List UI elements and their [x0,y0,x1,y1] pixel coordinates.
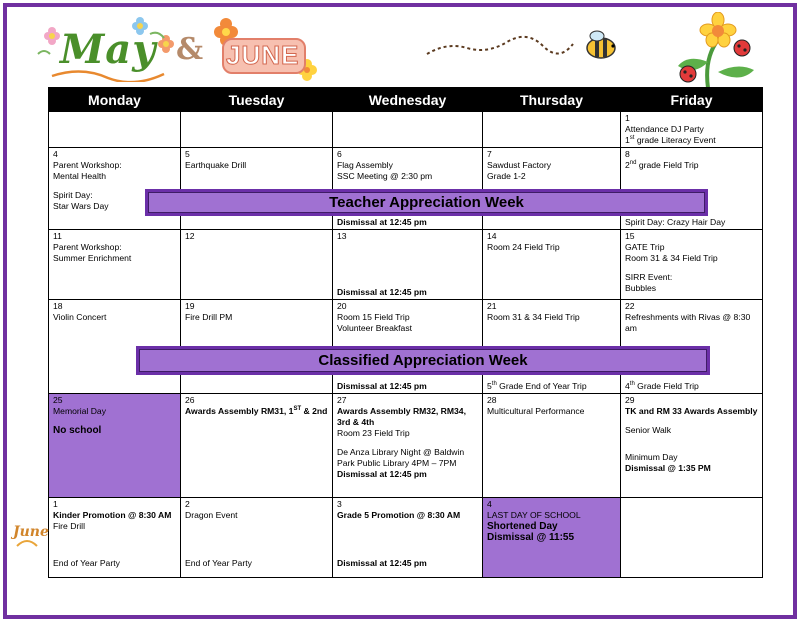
event-text: Dragon Event [185,510,238,520]
dismissal-note: Dismissal at 12:45 pm [337,558,427,568]
sun-icon [15,536,39,548]
event-text: Senior Walk [625,425,672,435]
event-text: Shortened Day [487,521,558,532]
ampersand: & [176,32,204,67]
event-text: Mental Health [53,171,107,181]
day-cell [483,230,621,300]
event-text: GATE Trip [625,242,665,252]
day-cell [483,394,621,498]
event-text: Room 15 Field Trip [337,312,410,322]
day-number: 13 [337,231,347,241]
dismissal-note: Dismissal at 12:45 pm [337,287,427,297]
event-text: Volunteer Breakfast [337,323,413,333]
day-cell-last-day [483,498,621,578]
day-cell [621,498,763,578]
day-number: 11 [53,231,62,241]
day-number: 25 [53,395,63,405]
weekday-header: Monday [49,88,181,112]
event-text: Room 31 & 34 Field Trip [625,253,718,263]
june-title: JUNE [226,40,300,70]
day-cell [49,112,181,148]
day-number: 12 [185,231,195,241]
day-cell-holiday [49,394,181,498]
day-cell [621,112,763,148]
weekday-header: Wednesday [333,88,483,112]
day-cell [49,230,181,300]
day-number: 1 [625,113,630,123]
weekday-header: Friday [621,88,763,112]
day-number: 27 [337,395,347,405]
day-number: 1 [53,499,58,509]
day-number: 5 [185,149,190,159]
day-cell [333,498,483,578]
event-text: Summer Enrichment [53,253,132,263]
june-side-label: June [13,524,49,540]
day-number: 3 [337,499,342,509]
event-text: LAST DAY OF SCHOOL [487,510,581,520]
may-swash-decoration [48,66,168,82]
weekday-header: Thursday [483,88,621,112]
event-text: Grade 5 Promotion @ 8:30 AM [337,510,461,520]
event-text: Bubbles [625,283,657,293]
day-cell [181,112,333,148]
day-number: 6 [337,149,342,159]
event-text: Room 31 & 34 Field Trip [487,312,580,322]
day-number: 26 [185,395,195,405]
day-cell [483,112,621,148]
dismissal-note: Dismissal @ 1:35 PM [625,463,711,473]
day-cell [333,112,483,148]
day-number: 4 [487,499,492,509]
day-number: 29 [625,395,635,405]
day-number: 19 [185,301,195,311]
day-cell [181,498,333,578]
event-text: Room 24 Field Trip [487,242,560,252]
event-text: Memorial Day [53,406,107,416]
dismissal-note: Dismissal @ 11:55 [487,532,575,543]
day-number: 7 [487,149,492,159]
dismissal-note: Dismissal at 12:45 pm [337,381,427,391]
event-text: Room 23 Field Trip [337,428,410,438]
day-cell [181,230,333,300]
may-title: May [60,26,157,73]
weekday-header: Tuesday [181,88,333,112]
week-row [49,498,763,578]
event-text: Grade 1-2 [487,171,526,181]
event-text: Refreshments with Rivas @ 8:30 am [625,312,751,333]
day-number: 21 [487,301,497,311]
ladybug-flower-icon [668,12,768,88]
event-text: Sawdust Factory [487,160,551,170]
event-text: End of Year Party [53,558,120,568]
week-row [49,112,763,148]
event-text: Kinder Promotion @ 8:30 AM [53,510,172,520]
spirit-day-note: Spirit Day: Crazy Hair Day [625,217,726,227]
day-cell [621,230,763,300]
event-text: Parent Workshop: [53,242,122,252]
event-text: 4th Grade Field Trip [625,381,699,391]
event-text: Minimum Day [625,452,678,462]
event-text: Star Wars Day [53,201,109,211]
day-number: 8 [625,149,630,159]
day-number: 2 [185,499,190,509]
event-text: 5th Grade End of Year Trip [487,381,587,391]
day-number: 4 [53,149,58,159]
day-number: 14 [487,231,497,241]
event-text: SSC Meeting @ 2:30 pm [337,171,433,181]
day-number: 15 [625,231,635,241]
event-text: 1st grade Literacy Event [625,135,716,145]
teacher-appreciation-banner: Teacher Appreciation Week [145,189,708,216]
dismissal-note: Dismissal at 12:45 pm [337,217,427,227]
day-number: 22 [625,301,635,311]
event-text: 2nd grade Field Trip [625,160,699,170]
day-cell [333,394,483,498]
event-text: End of Year Party [185,558,252,568]
day-cell [621,394,763,498]
day-cell [181,394,333,498]
event-text: De Anza Library Night @ Baldwin Park Public Library 4PM – 7PM [337,447,465,468]
day-number: 20 [337,301,347,311]
event-text: Spirit Day: [53,190,93,200]
week-row [49,230,763,300]
event-text: Attendance DJ Party [625,124,704,134]
no-school-label: No school [53,425,102,436]
day-number: 28 [487,395,497,405]
event-text: Flag Assembly [337,160,393,170]
event-text: Violin Concert [53,312,107,322]
calendar-table [48,87,763,578]
dismissal-note: Dismissal at 12:45 pm [337,469,427,479]
event-text: TK and RM 33 Awards Assembly [625,406,758,416]
event-text: Awards Assembly RM31, 1ST & 2nd [185,406,328,416]
event-text: Fire Drill [53,521,85,531]
event-text: Multicultural Performance [487,406,585,416]
event-text: Earthquake Drill [185,160,247,170]
day-cell [49,498,181,578]
day-cell [333,230,483,300]
event-text: Fire Drill PM [185,312,233,322]
event-text: SIRR Event: [625,272,673,282]
event-text: Awards Assembly RM32, RM34, 3rd & 4th [337,406,466,427]
weekday-header-row [49,88,763,112]
bee-icon [425,28,625,68]
event-text: Parent Workshop: [53,160,122,170]
day-number: 18 [53,301,63,311]
classified-appreciation-banner: Classified Appreciation Week [136,346,710,375]
week-row [49,394,763,498]
